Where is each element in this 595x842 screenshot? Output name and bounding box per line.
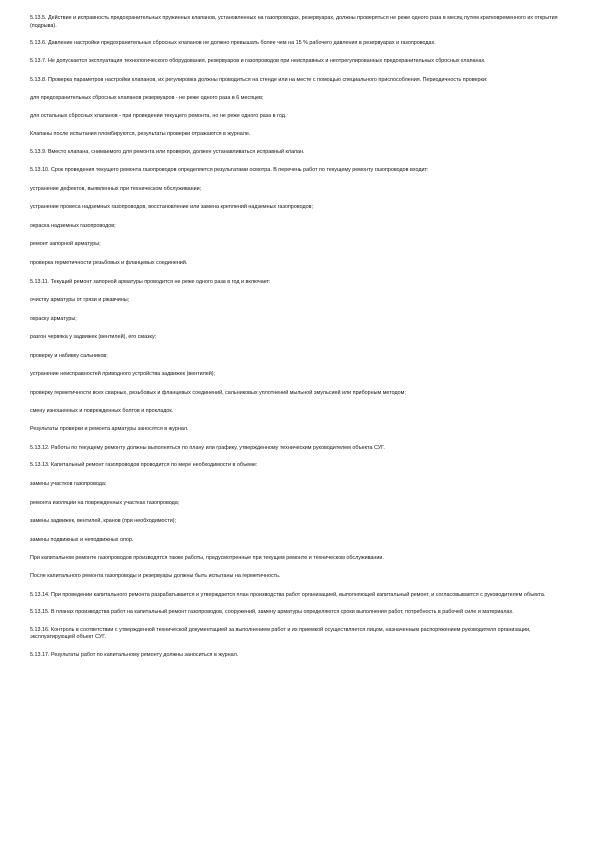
paragraph-5-13-10: 5.13.10. Срок проведения текущего ремонта газопроводов определяется результатами осмотра. В перечень работ по текущему ремонту газопроводов входит: [30, 166, 429, 173]
paragraph-5-13-9: 5.13.9. Вместо клапана, снимаемого для ремонта или проверки, должен устанавливаться исправный клапан. [30, 148, 305, 155]
list-item: очистку арматуры от грязи и ржавчины; [30, 297, 130, 304]
list-item: смену изношенных и поврежденных болтов и прокладок. [30, 407, 174, 414]
list-item: ремонт запорной арматуры; [30, 241, 101, 248]
paragraph-5-13-14: 5.13.14. При проведении капитального ремонта разрабатывается и утверждается план производства работ организацией, выполняющей капитальный ремонт, и согласовывается с руководителем объекта. [30, 591, 546, 598]
paragraph-text: Результаты проверки и ремонта арматуры заносятся в журнал. [30, 426, 189, 433]
list-item: замены подвижных и неподвижных опор. [30, 536, 134, 543]
list-item: устранение неисправностей приводного устройства задвижек (вентилей); [30, 371, 216, 378]
paragraph-5-13-8: 5.13.8. Проверка параметров настройки клапанов, их регулировка должны проводиться на стенде или на месте с помощью специального приспособления. Периодичность проверки: [30, 76, 488, 83]
paragraph-5-13-17: 5.13.17. Результаты работ по капитальному ремонту должны заноситься в журнал. [30, 651, 239, 658]
paragraph-5-13-5: 5.13.5. Действие и исправность предохранительных пружинных клапанов, установленных на газопроводах, резервуарах, должны проверяться не реже одного раза в месяц путем кратковременного их открытия (подрыва). [30, 15, 558, 29]
list-item: замены участков газопровода; [30, 481, 107, 488]
paragraph-text: Клапаны после испытания пломбируются, результаты проверки отражаются в журнале. [30, 130, 251, 137]
list-item: проверка герметичности резьбовых и фланцевых соединений. [30, 259, 188, 266]
paragraph-5-13-15: 5.13.15. В планах производства работ на капитальный ремонт газопроводов, сооружений, замену арматуры определяются сроки выполнения работ, потребность в рабочей силе и материалах. [30, 609, 514, 616]
paragraph-5-13-12: 5.13.12. Работы по текущему ремонту должны выполняться по плану или графику, утвержденному техническим руководителем объекта СУГ. [30, 444, 385, 451]
paragraph-5-13-11: 5.13.11. Текущий ремонт запорной арматуры проводится не реже одного раза в год и включает: [30, 278, 271, 285]
list-item: разгон червяка у задвижек (вентилей), его смазку; [30, 334, 157, 341]
list-item: проверку и набивку сальников; [30, 352, 108, 359]
paragraph-5-13-6: 5.13.6. Давление настройки предохранительных сбросных клапанов не должно превышать более чем на 15 % рабочего давления в резервуарах и газопроводах. [30, 39, 436, 46]
list-item: замены задвижек, вентилей, кранов (при необходимости); [30, 518, 177, 525]
list-item: окраску арматуры; [30, 315, 77, 322]
paragraph-text: После капитального ремонта газопроводы и резервуары должны быть испытаны на герметичность. [30, 573, 281, 579]
paragraph-5-13-13: 5.13.13. Капитальный ремонт газопроводов проводится по мере необходимости в объеме: [30, 462, 258, 469]
list-item: для предохранительных сбросных клапанов резервуаров - не реже одного раза в 6 месяцев; [30, 94, 264, 101]
list-item: устранение провеса надземных газопроводов, восстановление или замена креплений надземных газопроводов; [30, 204, 313, 211]
paragraph-5-13-7: 5.13.7. Не допускается эксплуатация технологического оборудования, резервуаров и газопроводов при неисправных и неотрегулированных предохранительных сбросных клапанах. [30, 58, 486, 65]
list-item: устранение дефектов, выявленных при техническом обслуживании; [30, 185, 202, 192]
paragraph-text: При капитальном ремонте газопроводов производятся также работы, предусмотренные при текущем ремонте и техническом обслуживании. [30, 555, 384, 562]
list-item: для остальных сбросных клапанов - при проведении текущего ремонта, но не реже одного раза в год. [30, 112, 287, 119]
paragraph-5-13-16: 5.13.16. Контроль в соответствии с утвержденной технической документацией за выполнением работ и их приемкой осуществляется лицом, назначенным распоряжением руководителя организации, эксплуатирующей объект СУГ. [30, 626, 531, 641]
list-item: ремонта изоляции на поврежденных участках газопровода; [30, 499, 180, 506]
list-item: окраска надземных газопроводов; [30, 222, 116, 229]
list-item: проверку герметичности всех сварных, резьбовых и фланцевых соединений, сальниковых уплотнений мыльной эмульсией или приборным методом; [30, 390, 406, 397]
